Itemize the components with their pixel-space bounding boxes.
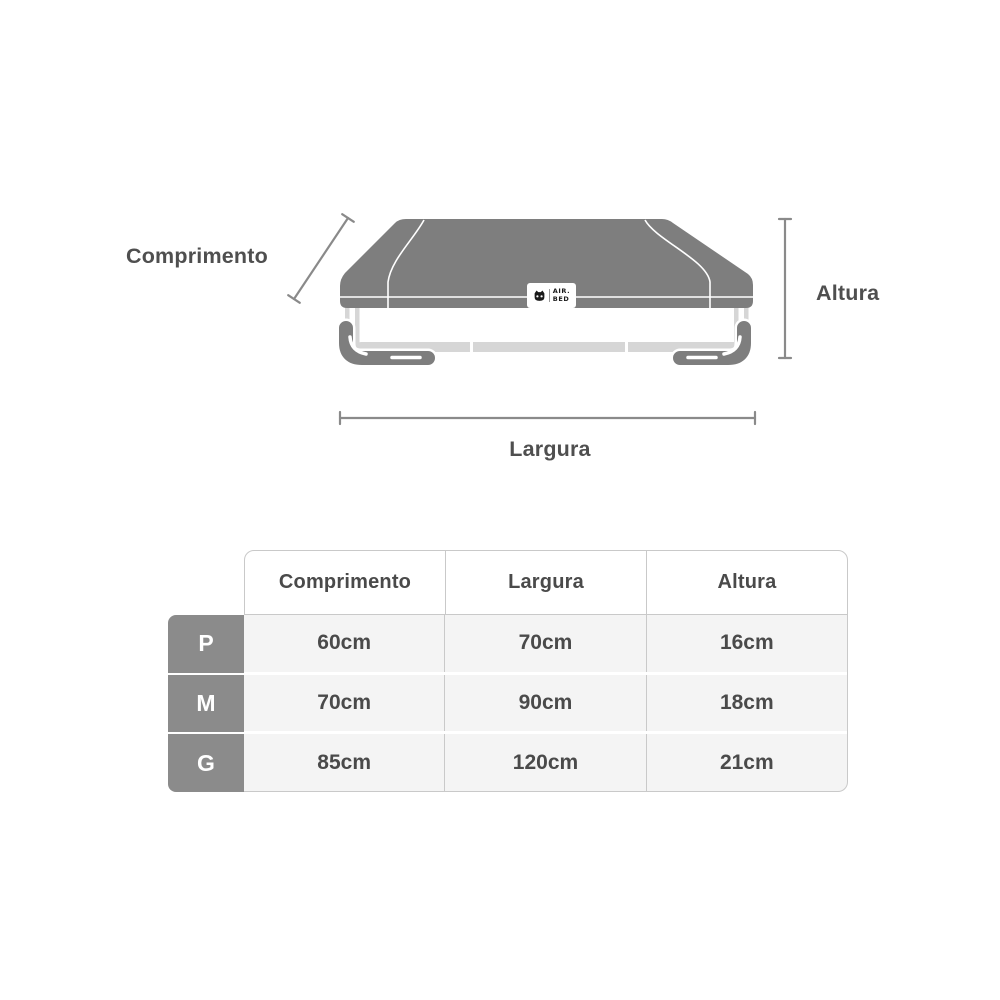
size-label-p: P xyxy=(168,615,244,673)
cell-p-largura: 70cm xyxy=(444,615,645,672)
cell-m-altura: 18cm xyxy=(646,675,847,732)
brand-line1: AIR. xyxy=(552,286,571,295)
table-header-row xyxy=(244,550,848,615)
table-body xyxy=(244,615,848,792)
comprimento-label: Comprimento xyxy=(126,244,268,268)
table-row xyxy=(244,615,847,672)
column-header-largura: Largura xyxy=(445,551,646,614)
size-label-column xyxy=(168,615,244,792)
table-row xyxy=(244,672,847,732)
size-label-m: M xyxy=(168,675,244,733)
pet-bed-diagram xyxy=(270,200,810,430)
cell-m-comprimento: 70cm xyxy=(317,691,372,714)
cell-g-comprimento: 85cm xyxy=(317,750,372,774)
brand-badge xyxy=(527,283,576,308)
cell-m-largura: 90cm xyxy=(444,675,645,732)
column-header-comprimento: Comprimento xyxy=(278,571,412,593)
column-header-altura: Altura xyxy=(646,551,847,614)
largura-label: Largura xyxy=(509,437,591,461)
brand-name xyxy=(553,288,570,304)
cell-g-altura: 21cm xyxy=(646,734,847,791)
badge-divider xyxy=(549,289,550,302)
altura-measure-line xyxy=(779,219,791,358)
bed-frame xyxy=(345,305,749,354)
cell-g-largura: 120cm xyxy=(444,734,645,791)
size-label-g: G xyxy=(168,734,244,792)
brand-line2: BED xyxy=(552,294,570,303)
table-row xyxy=(244,731,847,791)
cell-p-comprimento: 60cm xyxy=(317,631,372,655)
altura-label: Altura xyxy=(816,281,880,305)
largura-measure-line xyxy=(340,412,755,424)
size-table xyxy=(168,550,848,792)
cell-p-altura: 16cm xyxy=(646,615,847,672)
cat-icon xyxy=(533,290,546,302)
